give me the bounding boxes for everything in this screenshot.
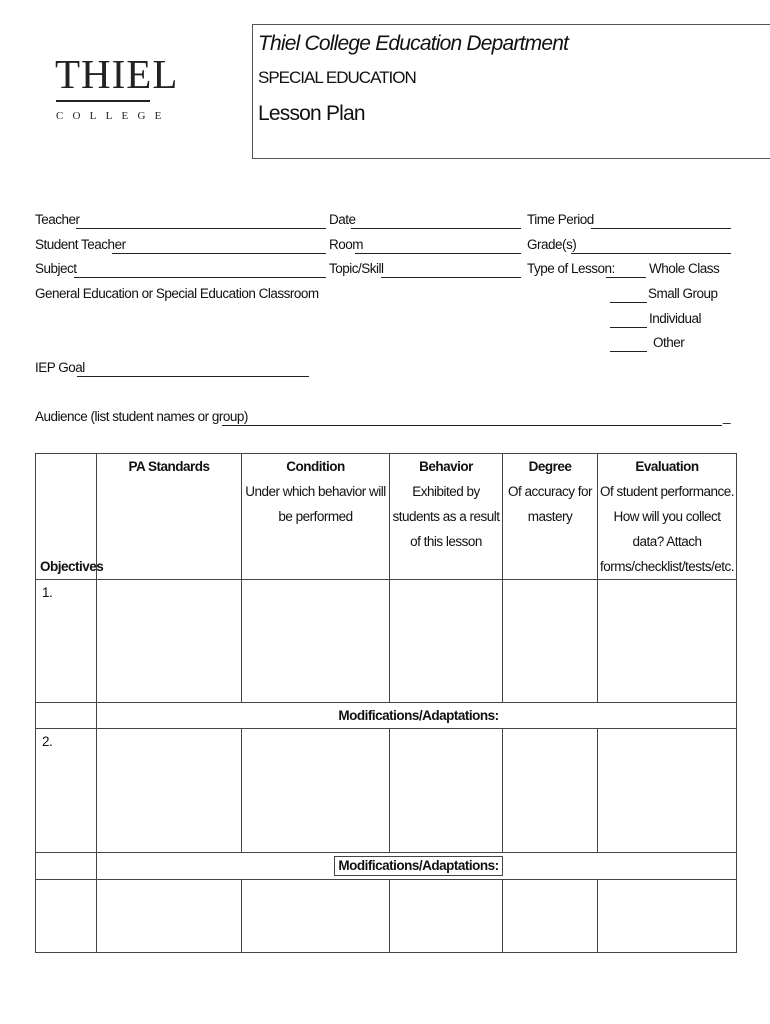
modifications-cell[interactable] bbox=[97, 703, 737, 729]
modifications-label: Modifications/Adaptations: bbox=[334, 856, 502, 876]
modifications-row bbox=[36, 853, 737, 880]
behavior-cell[interactable] bbox=[390, 729, 503, 853]
degree-description: Of accuracy for mastery bbox=[507, 484, 593, 524]
evaluation-header: Evaluation Of student performance. How will you collect data? Attach forms/checklist/tests/etc. bbox=[598, 454, 737, 580]
teacher-label: Teacher bbox=[35, 212, 80, 227]
small-group-blank[interactable] bbox=[610, 302, 647, 303]
condition-cell[interactable] bbox=[242, 729, 390, 853]
college-logo-wordmark: THIEL bbox=[55, 51, 179, 97]
degree-cell[interactable] bbox=[503, 880, 598, 953]
classroom-label: General Education or Special Education Classroom bbox=[35, 286, 319, 301]
teacher-field[interactable] bbox=[76, 228, 326, 229]
objective-number bbox=[36, 880, 97, 953]
modifications-spacer bbox=[36, 703, 97, 729]
modifications-spacer bbox=[36, 853, 97, 880]
pa-standards-cell[interactable] bbox=[97, 580, 242, 703]
evaluation-cell[interactable] bbox=[598, 729, 737, 853]
type-of-lesson-label: Type of Lesson: bbox=[527, 261, 615, 276]
audience-tail: _ bbox=[723, 409, 731, 424]
department-title: Thiel College Education Department bbox=[258, 32, 569, 55]
whole-class-option: Whole Class bbox=[649, 261, 720, 276]
behavior-description: Exhibited by students as a result of this lesson bbox=[392, 484, 500, 549]
modifications-cell[interactable] bbox=[97, 853, 737, 880]
evaluation-cell[interactable] bbox=[598, 880, 737, 953]
objectives-table bbox=[35, 453, 737, 953]
behavior-cell[interactable] bbox=[390, 580, 503, 703]
audience-label: Audience (list student names or group) bbox=[35, 409, 248, 424]
student-teacher-label: Student Teacher bbox=[35, 237, 126, 252]
table-row bbox=[36, 729, 737, 853]
objective-number: 2. bbox=[36, 729, 97, 853]
degree-cell[interactable] bbox=[503, 729, 598, 853]
small-group-option: Small Group bbox=[648, 286, 718, 301]
behavior-header: Behavior Exhibited by students as a result of this lesson bbox=[390, 454, 503, 580]
date-field[interactable] bbox=[351, 228, 521, 229]
table-row bbox=[36, 580, 737, 703]
condition-description: Under which behavior will be performed bbox=[245, 484, 386, 524]
behavior-cell[interactable] bbox=[390, 880, 503, 953]
condition-header: Condition Under which behavior will be performed bbox=[242, 454, 390, 580]
objective-number: 1. bbox=[36, 580, 97, 703]
logo-rule bbox=[56, 100, 150, 102]
objectives-header: Objectives bbox=[36, 454, 97, 580]
time-period-label: Time Period bbox=[527, 212, 594, 227]
condition-cell[interactable] bbox=[242, 880, 390, 953]
topic-skill-field[interactable] bbox=[381, 277, 521, 278]
student-teacher-field[interactable] bbox=[112, 253, 326, 254]
individual-blank[interactable] bbox=[610, 327, 647, 328]
pa-standards-cell[interactable] bbox=[97, 880, 242, 953]
table-header-row bbox=[36, 454, 737, 580]
topic-skill-label: Topic/Skill bbox=[329, 261, 384, 276]
iep-goal-label: IEP Goal bbox=[35, 360, 85, 375]
other-option: Other bbox=[653, 335, 685, 350]
degree-cell[interactable] bbox=[503, 580, 598, 703]
whole-class-blank[interactable] bbox=[606, 277, 646, 278]
iep-goal-field[interactable] bbox=[77, 376, 309, 377]
time-period-field[interactable] bbox=[591, 228, 731, 229]
subject-label: Subject bbox=[35, 261, 77, 276]
subject-field[interactable] bbox=[74, 277, 326, 278]
college-logo-subtitle: COLLEGE bbox=[56, 110, 171, 122]
room-label: Room bbox=[329, 237, 364, 252]
date-label: Date bbox=[329, 212, 356, 227]
pa-standards-cell[interactable] bbox=[97, 729, 242, 853]
grades-label: Grade(s) bbox=[527, 237, 577, 252]
modifications-row bbox=[36, 703, 737, 729]
audience-field[interactable] bbox=[222, 425, 722, 426]
table-row bbox=[36, 880, 737, 953]
grades-field[interactable] bbox=[571, 253, 731, 254]
pa-standards-header: PA Standards bbox=[97, 454, 242, 580]
other-blank[interactable] bbox=[610, 351, 647, 352]
evaluation-description: Of student performance. How will you collect data? Attach forms/checklist/tests/etc. bbox=[599, 484, 735, 574]
individual-option: Individual bbox=[649, 311, 702, 326]
document-title: Lesson Plan bbox=[258, 102, 365, 125]
room-field[interactable] bbox=[355, 253, 521, 254]
modifications-label: Modifications/Adaptations: bbox=[338, 708, 499, 723]
program-title: SPECIAL EDUCATION bbox=[258, 68, 416, 87]
degree-header: Degree Of accuracy for mastery bbox=[503, 454, 598, 580]
condition-cell[interactable] bbox=[242, 580, 390, 703]
evaluation-cell[interactable] bbox=[598, 580, 737, 703]
